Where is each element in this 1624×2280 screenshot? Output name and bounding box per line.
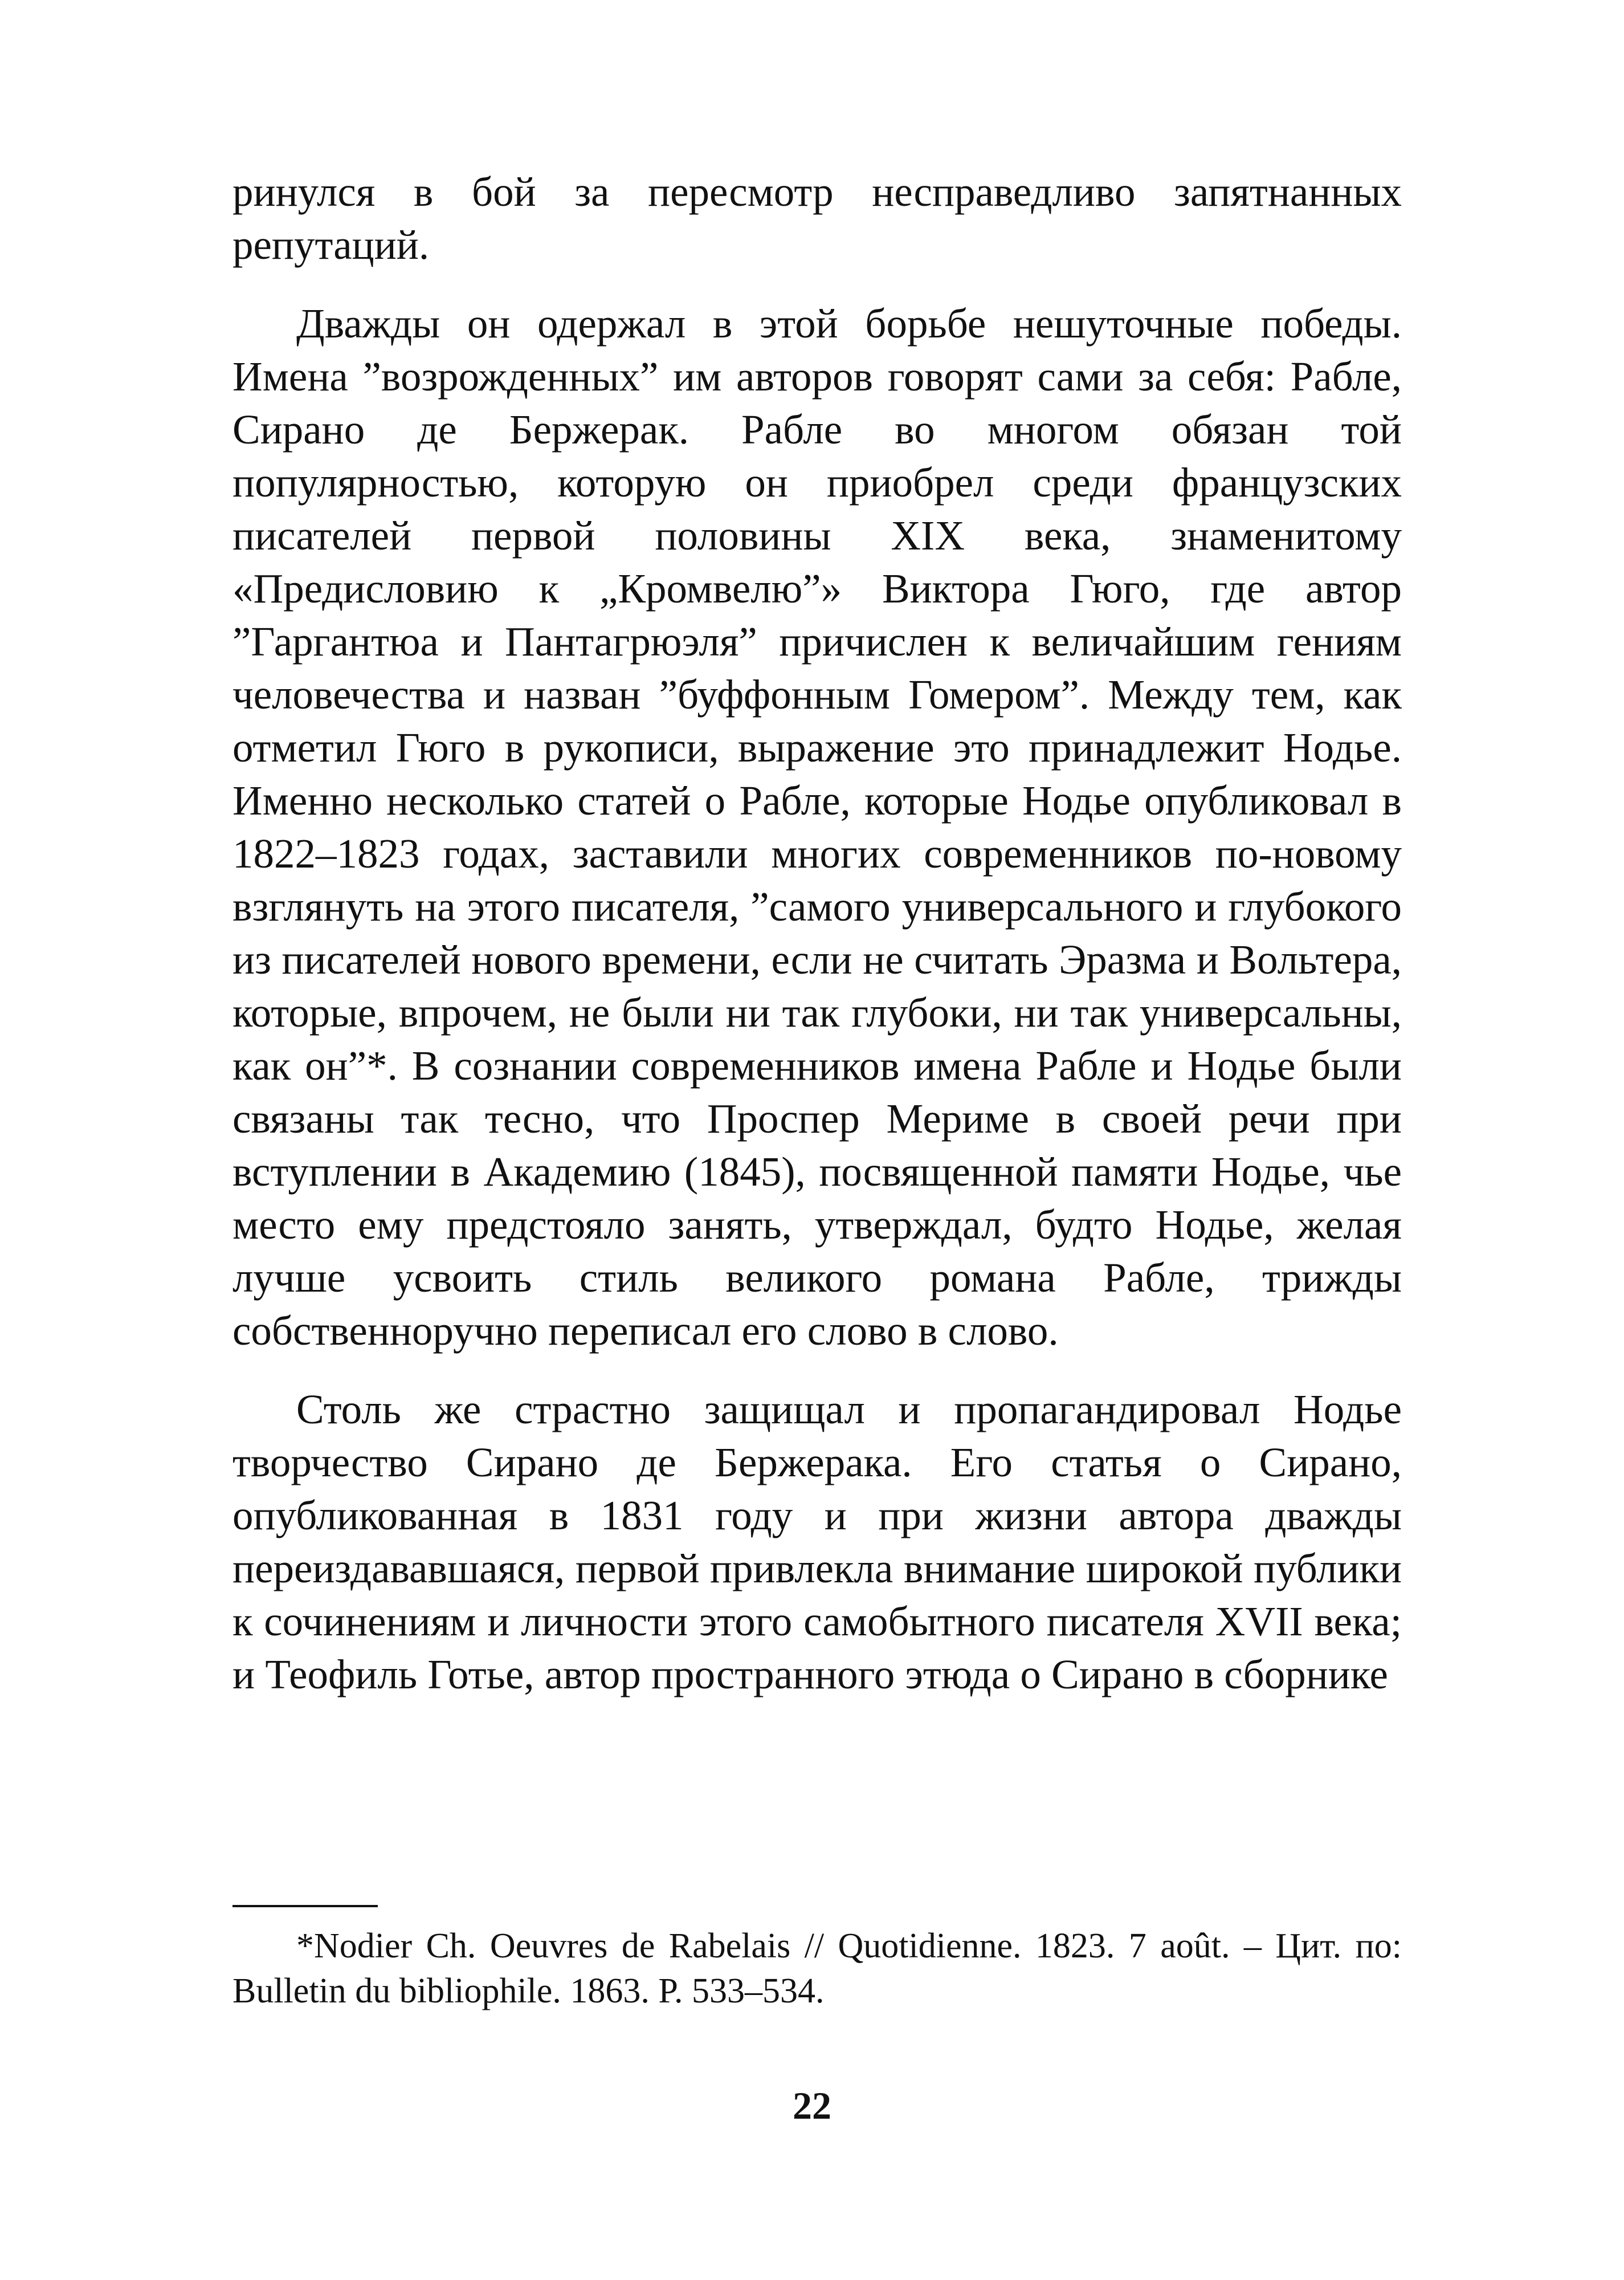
paragraph-cyrano: Столь же страстно защищал и пропагандировал Нодье творчество Сирано де Бержерака. Его статья о Сирано, опубликованная в 1831 году и при жизни автора дважды переиздававшаяся, первой привлекла внимание широкой публики к сочинениям и личности этого самобытного писателя XVII века; и Теофиль Готье, автор пространного этюда о Сирано в сборнике [232, 1386, 1402, 1697]
paragraph-rabelais: Дважды он одержал в этой борьбе нешуточные победы. Имена ”возрожденных” им авторов говорят сами за себя: Рабле, Сирано де Бержерак. Рабле во многом обязан той популярностью, которую он приобрел среди французских писателей первой половины XIX века, знаменитому «Предисловию к „Кромвелю”» Виктора Гюго, где автор ”Гаргантюа и Пантагрюэля” причислен к величайшим гениям человечества и назван ”буффонным Гомером”. Между тем, как отметил Гюго в рукописи, выражение это принадлежит Нодье. Именно несколько статей о Рабле, которые Нодье опубликовал в 1822–1823 годах, заставили многих современников по-новому взглянуть на этого писателя, ”самого универсального и глубокого из писателей нового времени, если не считать Эразма и Вольтера, которые, впрочем, не были ни так глубоки, ни так универсальны, как он”*. В сознании современников имена Рабле и Нодье были связаны так тесно, что Проспер Мериме в своей речи при вступлении в Академию (1845), посвященной памяти Нодье, чье место ему предстояло занять, утверждал, будто Нодье, желая лучше усвоить стиль великого романа Рабле, трижды собственноручно переписал его слово в слово. [232, 300, 1402, 1354]
page-number: 22 [793, 2084, 831, 2127]
footnote: *Nodier Ch. Oeuvres de Rabelais // Quotidienne. 1823. 7 août. – Цит. по: Bulletin du bibliophile. 1863. P. 533–534. [232, 1927, 1402, 2010]
footnote-divider [232, 1905, 378, 1907]
paragraph-continuation: ринулся в бой за пересмотр несправедливо запятнанных репутаций. [232, 169, 1402, 268]
page-body [232, 165, 1402, 1727]
